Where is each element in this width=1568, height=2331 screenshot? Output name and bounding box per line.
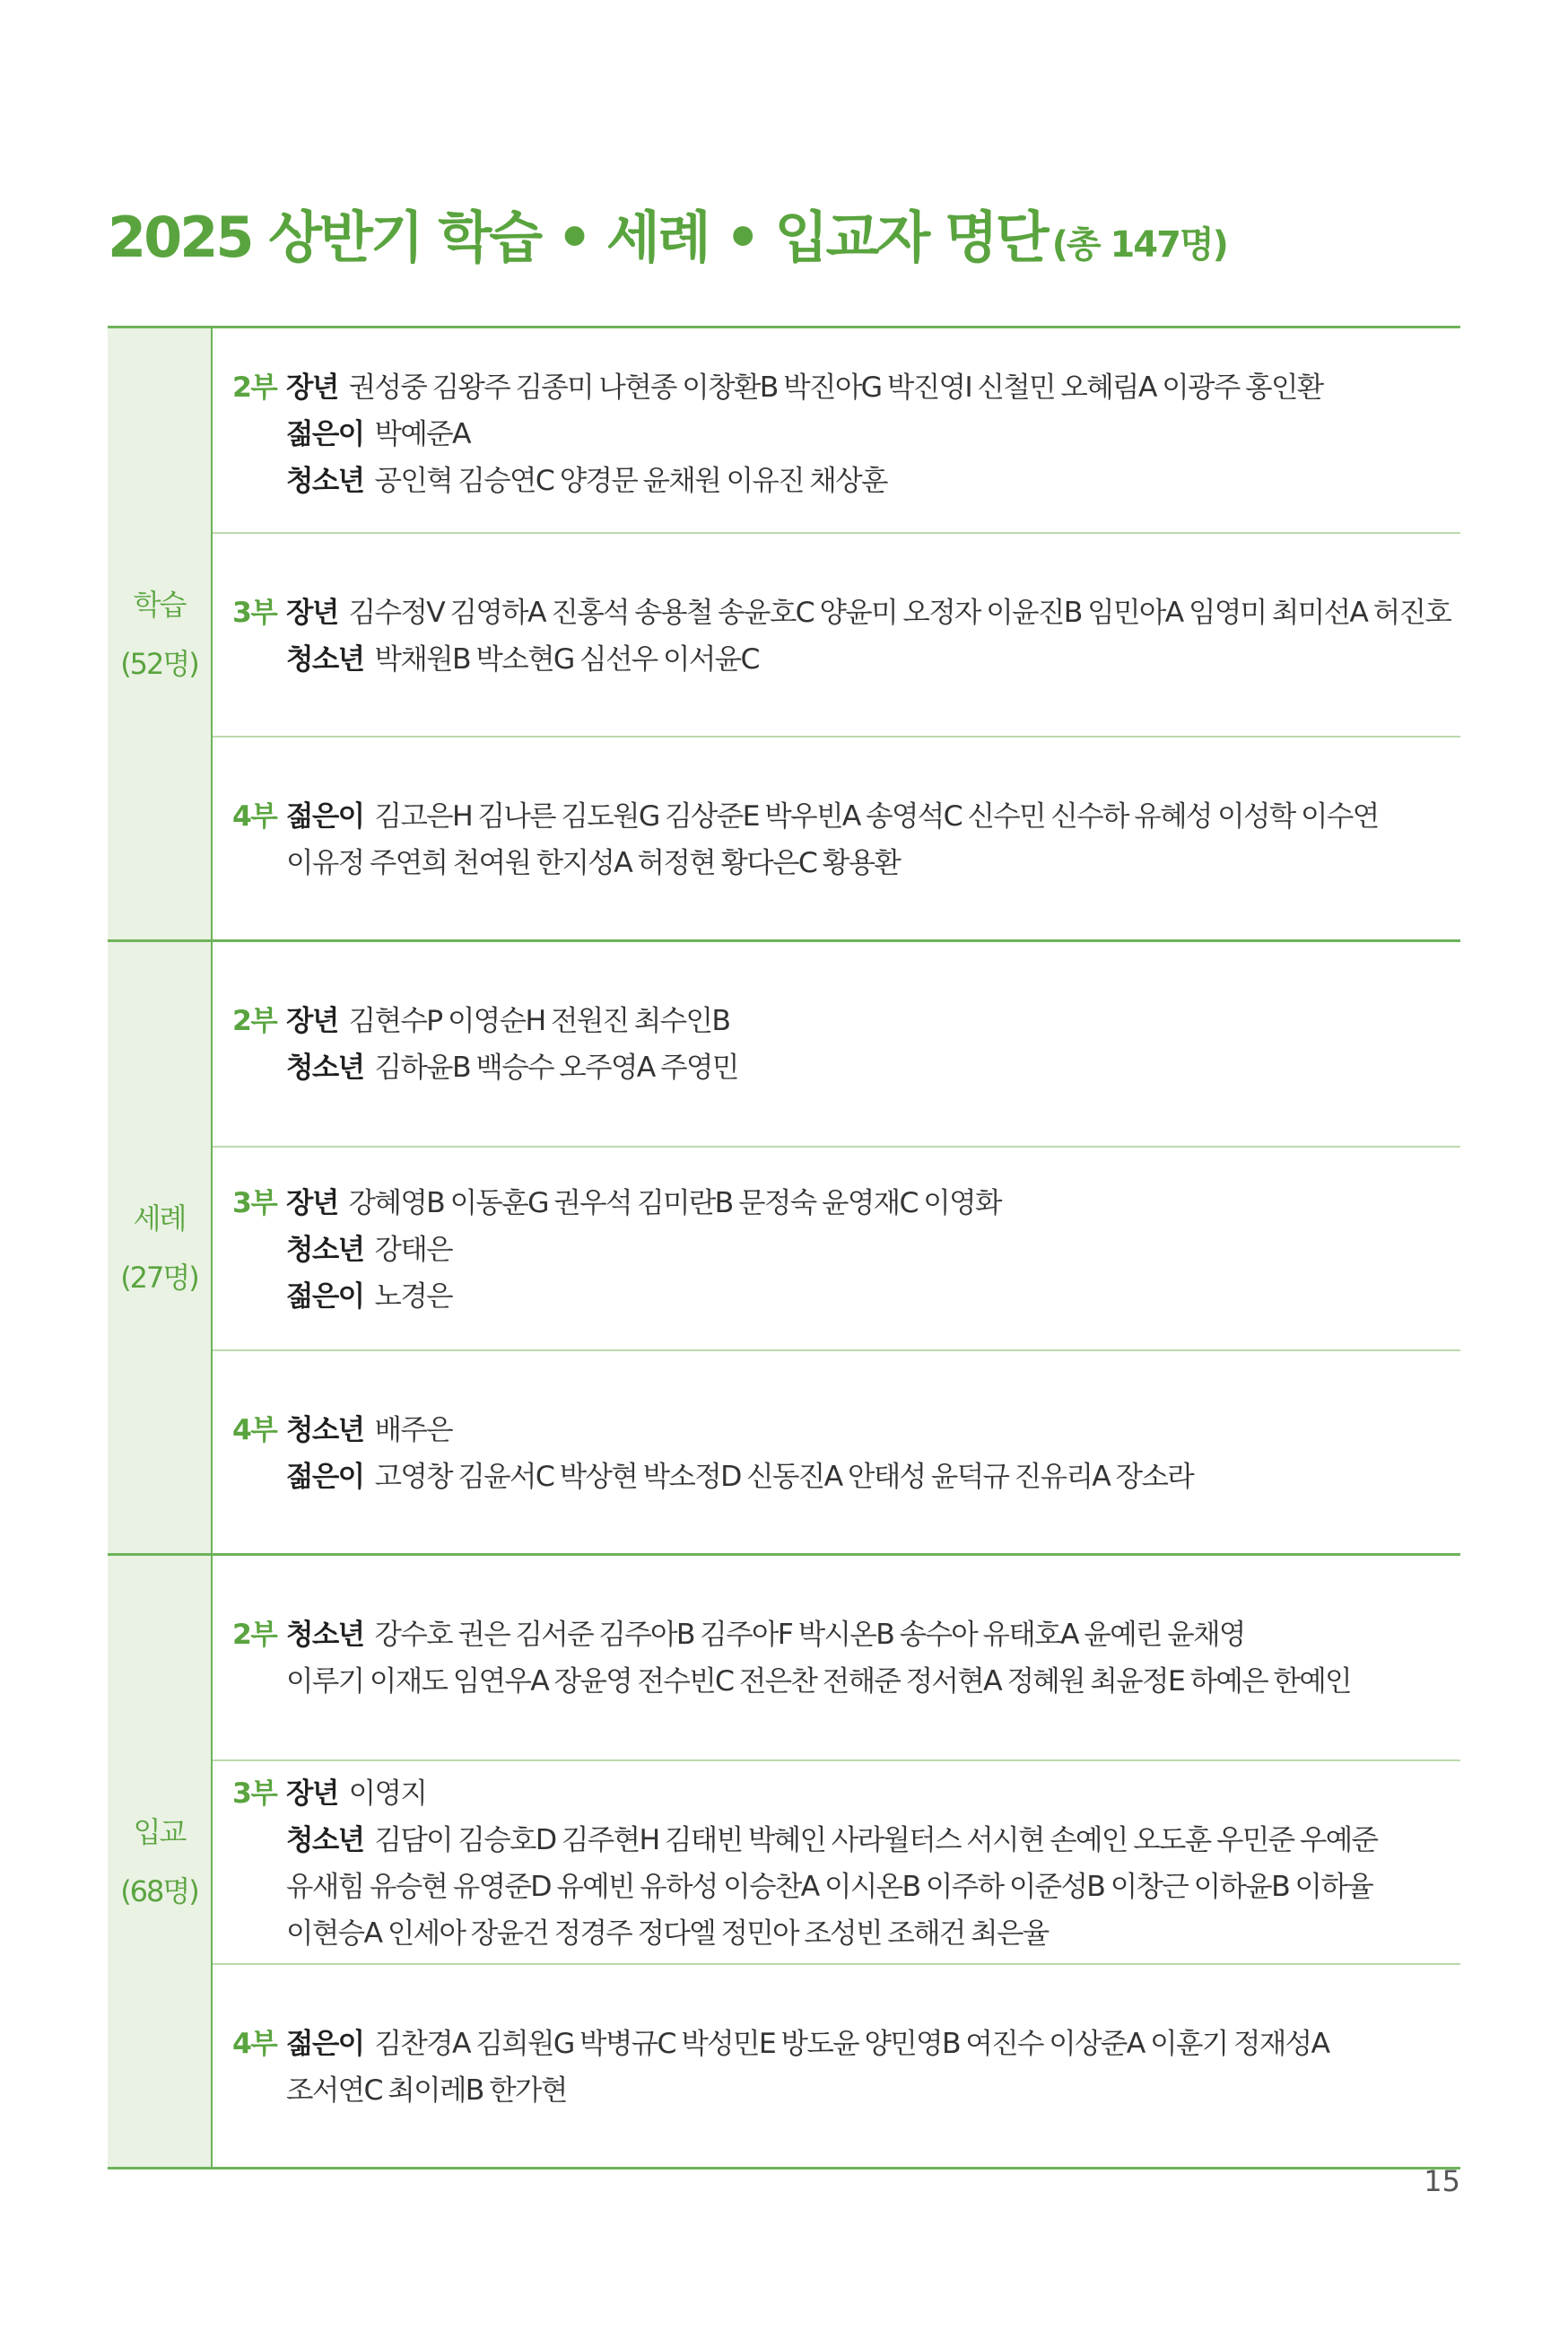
row-indent xyxy=(232,458,286,504)
category-count: (68명) xyxy=(120,1873,198,1908)
member-names: 고영창 김윤서C 박상현 박소정D 신동진A 안태성 윤덕규 진유리A 장소라 xyxy=(374,1461,1194,1493)
roster-row xyxy=(232,1770,1460,1817)
roster-row xyxy=(232,793,1460,840)
roster-row xyxy=(232,1407,1460,1454)
roster-row xyxy=(232,1454,1460,1500)
member-names: 이루기 이재도 임연우A 장윤영 전수빈C 전은찬 전해준 정서현A 정혜원 최윤정E 하예은 한예인 xyxy=(286,1665,1351,1698)
row-indent xyxy=(232,1864,286,1910)
category-name: 입교 xyxy=(133,1814,186,1849)
category-name: 세례 xyxy=(133,1200,186,1235)
row-indent xyxy=(232,1044,286,1091)
member-names: 김하윤B 백승수 오주영A 주영민 xyxy=(374,1052,738,1084)
row-indent xyxy=(232,1910,286,1957)
title-total-count: (총 147명) xyxy=(1051,224,1227,266)
age-group: 장년 xyxy=(286,1005,338,1037)
roster-row xyxy=(232,1658,1460,1705)
member-names: 강태은 xyxy=(374,1234,452,1266)
service-part: 2부 xyxy=(232,371,277,404)
category-label xyxy=(108,1556,213,2167)
member-names: 김수정V 김영하A 진홍석 송용철 송윤호C 양윤미 오정자 이윤진B 임민아A 임영미 최미선A 허진호 xyxy=(348,597,1451,629)
age-group: 젊은이 xyxy=(286,800,364,833)
service-section xyxy=(213,736,1460,939)
age-group: 장년 xyxy=(286,371,338,404)
category-count: (52명) xyxy=(120,646,198,681)
age-group: 청소년 xyxy=(286,1824,364,1856)
member-names: 이현승A 인세아 장윤건 정경주 정다엘 정민아 조성빈 조해건 최은율 xyxy=(286,1917,1049,1950)
roster-row xyxy=(232,840,1460,886)
member-names: 이유정 주연희 천여원 한지성A 허정현 황다은C 황용환 xyxy=(286,847,901,879)
service-part: 4부 xyxy=(232,2028,277,2060)
member-names: 박예준A xyxy=(374,418,470,450)
age-group: 청소년 xyxy=(286,465,364,497)
member-names: 김고은H 김나른 김도원G 김상준E 박우빈A 송영석C 신수민 신수하 유혜성 이성학 이수연 xyxy=(374,800,1379,833)
roster-row xyxy=(232,1044,1460,1091)
service-section xyxy=(213,1349,1460,1553)
member-names: 권성중 김왕주 김종미 나현종 이창환B 박진아G 박진영I 신철민 오혜림A 이광주 홍인환 xyxy=(348,371,1323,404)
member-names: 강수호 권은 김서준 김주아B 김주아F 박시온B 송수아 유태호A 윤예린 윤채영 xyxy=(374,1619,1245,1651)
member-names: 노경은 xyxy=(374,1280,452,1313)
member-names: 김현수P 이영순H 전원진 최수인B xyxy=(348,1005,730,1037)
member-names: 강혜영B 이동훈G 권우석 김미란B 문정숙 윤영재C 이영화 xyxy=(348,1187,1001,1219)
category-body xyxy=(213,328,1460,939)
age-group: 젊은이 xyxy=(286,1461,364,1493)
service-part: 3부 xyxy=(232,597,277,629)
roster-row xyxy=(232,998,1460,1044)
service-section xyxy=(213,1963,1460,2167)
row-indent xyxy=(232,411,286,458)
service-section xyxy=(213,532,1460,736)
service-part: 4부 xyxy=(232,800,277,833)
service-section xyxy=(213,942,1460,1146)
roster-row xyxy=(232,1180,1460,1227)
service-section xyxy=(213,328,1460,532)
row-indent xyxy=(232,2067,286,2114)
row-indent xyxy=(232,1658,286,1705)
age-group: 장년 xyxy=(286,597,338,629)
row-indent xyxy=(232,1817,286,1864)
member-names: 배주은 xyxy=(374,1414,452,1446)
service-section xyxy=(213,1556,1460,1759)
category-count: (27명) xyxy=(120,1260,198,1295)
roster-row xyxy=(232,411,1460,458)
roster-row xyxy=(232,2067,1460,2114)
age-group: 청소년 xyxy=(286,643,364,676)
roster-row xyxy=(232,364,1460,411)
roster-row xyxy=(232,1864,1460,1910)
page-title xyxy=(108,193,1227,273)
roster-row xyxy=(232,1611,1460,1658)
member-names: 박채원B 박소현G 심선우 이서윤C xyxy=(374,643,759,676)
category-label xyxy=(108,328,213,939)
category-name: 학습 xyxy=(133,587,186,622)
age-group: 청소년 xyxy=(286,1414,364,1446)
row-indent xyxy=(232,840,286,886)
age-group: 젊은이 xyxy=(286,418,364,450)
roster-row xyxy=(232,1817,1460,1864)
row-indent xyxy=(232,1454,286,1500)
age-group: 젊은이 xyxy=(286,1280,364,1313)
age-group: 장년 xyxy=(286,1187,338,1219)
member-names: 유새힘 유승현 유영준D 유예빈 유하성 이승찬A 이시온B 이주하 이준성B 이창근 이하윤B 이하율 xyxy=(286,1871,1373,1903)
member-names: 공인혁 김승연C 양경문 윤채원 이유진 채상훈 xyxy=(374,465,887,497)
member-names: 김담이 김승호D 김주현H 김태빈 박혜인 사라월터스 서시현 손예인 오도훈 우민준 우예준 xyxy=(374,1824,1378,1856)
service-section xyxy=(213,1146,1460,1349)
roster-row xyxy=(232,2021,1460,2067)
roster-table xyxy=(108,326,1460,2169)
roster-row xyxy=(232,1910,1460,1957)
category-label xyxy=(108,942,213,1553)
age-group: 장년 xyxy=(286,1777,338,1810)
service-section xyxy=(213,1759,1460,1963)
member-names: 이영지 xyxy=(348,1777,427,1810)
service-part: 4부 xyxy=(232,1414,277,1446)
category-block xyxy=(108,1553,1460,2167)
age-group: 젊은이 xyxy=(286,2028,364,2060)
service-part: 3부 xyxy=(232,1187,277,1219)
age-group: 청소년 xyxy=(286,1619,364,1651)
roster-row xyxy=(232,589,1460,636)
service-part: 2부 xyxy=(232,1619,277,1651)
roster-row xyxy=(232,1227,1460,1273)
age-group: 청소년 xyxy=(286,1234,364,1266)
service-part: 3부 xyxy=(232,1777,277,1810)
member-names: 김찬경A 김희원G 박병규C 박성민E 방도윤 양민영B 여진수 이상준A 이훈기 정재성A xyxy=(374,2028,1329,2060)
member-names: 조서연C 최이레B 한가현 xyxy=(286,2074,567,2107)
roster-row xyxy=(232,636,1460,683)
page-number: 15 xyxy=(1424,2164,1460,2198)
category-block xyxy=(108,939,1460,1553)
roster-row xyxy=(232,458,1460,504)
row-indent xyxy=(232,636,286,683)
row-indent xyxy=(232,1227,286,1273)
category-body xyxy=(213,1556,1460,2167)
category-block xyxy=(108,328,1460,939)
service-part: 2부 xyxy=(232,1005,277,1037)
age-group: 청소년 xyxy=(286,1052,364,1084)
category-body xyxy=(213,942,1460,1553)
roster-row xyxy=(232,1273,1460,1320)
row-indent xyxy=(232,1273,286,1320)
title-main: 2025 상반기 학습 • 세례 • 입교자 명단 xyxy=(108,205,1047,270)
